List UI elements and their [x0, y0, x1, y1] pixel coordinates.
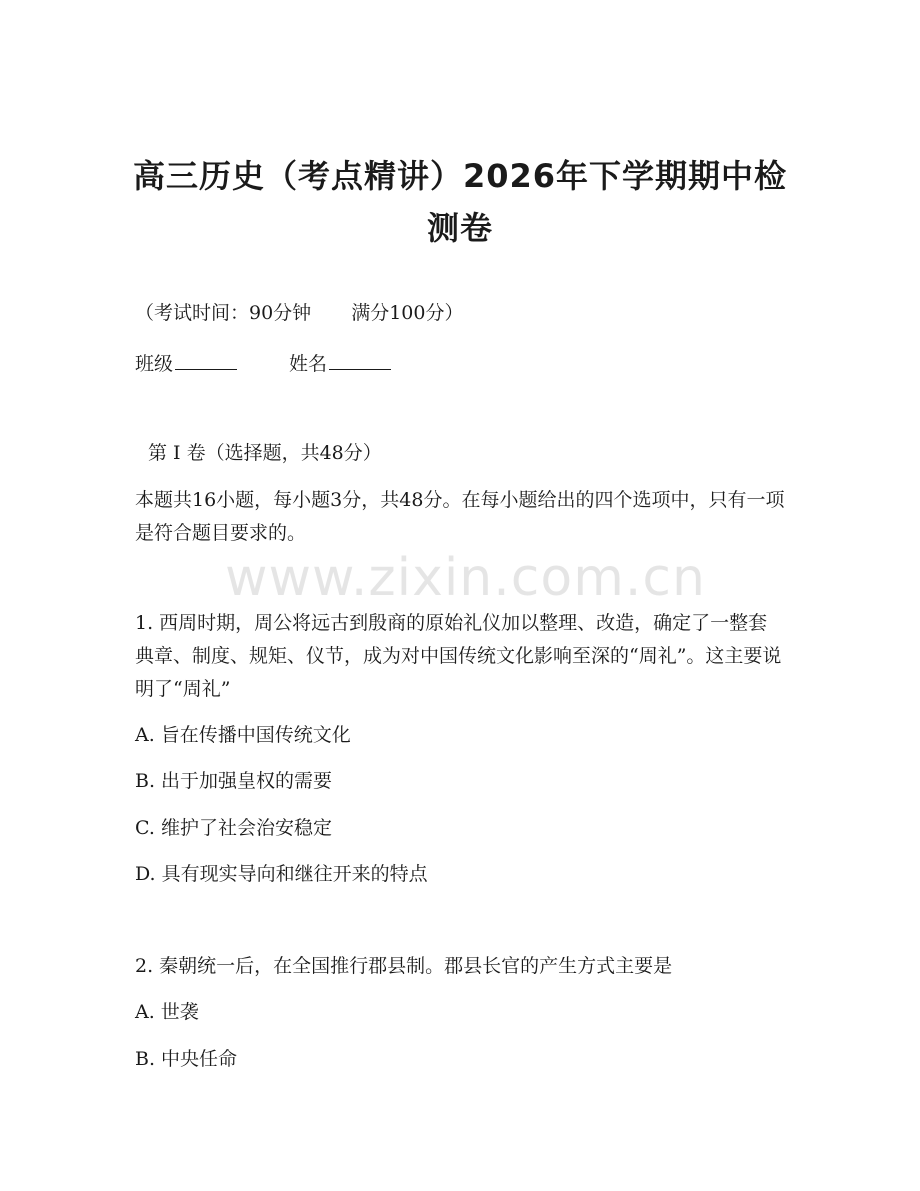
- option-b: B. 出于加强皇权的需要: [135, 770, 333, 792]
- watermark: www.zixin.com.cn: [225, 548, 706, 608]
- option-a: A. 世袭: [135, 1001, 199, 1023]
- exam-info: [135, 300, 463, 326]
- section-heading: 第 I 卷（选择题，共48分）: [148, 442, 382, 464]
- name-blank[interactable]: [329, 349, 391, 370]
- exam-title: 高三历史（考点精讲）2026年下学期期中检测卷: [132, 157, 788, 247]
- exam-time: （考试时间：90分钟: [135, 302, 312, 324]
- class-label: 班级: [135, 353, 174, 375]
- question-stem: 2. 秦朝统一后，在全国推行郡县制。郡县长官的产生方式主要是: [135, 955, 673, 977]
- question-stem: 1. 西周时期，周公将远古到殷商的原始礼仪加以整理、改造，确定了一整套典章、制度、规矩、仪节，成为对中国传统文化影响至深的“周礼”。这主要说明了“周礼”: [135, 612, 782, 700]
- option-c: C. 维护了社会治安稳定: [135, 817, 332, 839]
- exam-full-score: 满分100分）: [351, 302, 464, 324]
- option-d: D. 具有现实导向和继往开来的特点: [135, 863, 428, 885]
- class-blank[interactable]: [175, 349, 237, 370]
- option-a: A. 旨在传播中国传统文化: [135, 724, 351, 746]
- section-instructions: 本题共16小题，每小题3分，共48分。在每小题给出的四个选项中，只有一项是符合题目要求的。: [135, 489, 785, 544]
- option-b: B. 中央任命: [135, 1048, 238, 1070]
- student-fields: [135, 349, 391, 377]
- name-label: 姓名: [289, 353, 328, 375]
